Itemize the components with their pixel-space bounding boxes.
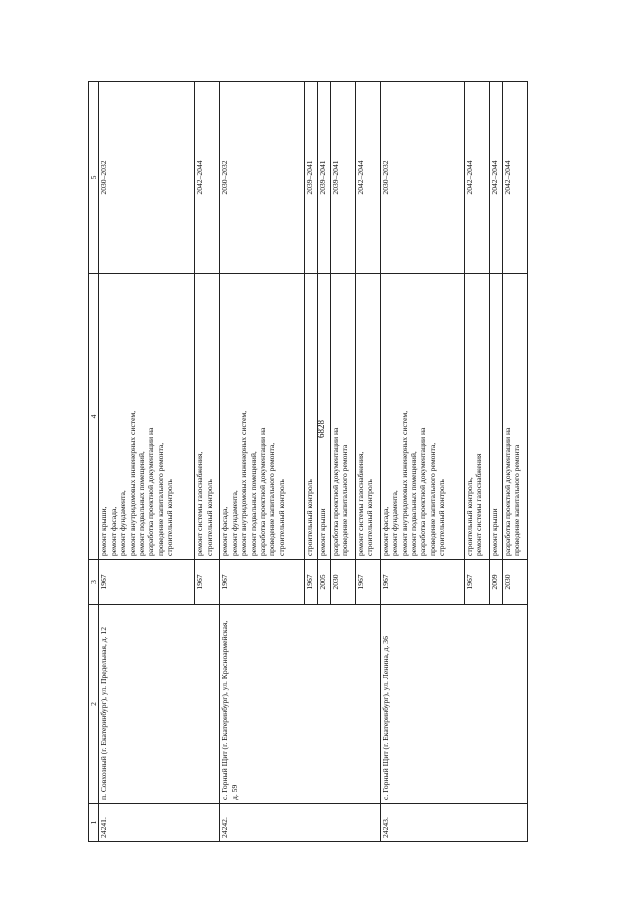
year-cell: 2030: [330, 560, 355, 605]
address-cell: с. Горный Щит (г. Екатеринбург), ул. Ленина, д. 36: [380, 605, 527, 804]
address-cell: п. Совхозный (г. Екатеринбург), ул. Предельная, д. 12: [99, 605, 220, 804]
work-line: ремонт подвальных помещений,: [248, 451, 258, 556]
header-col-1: 1: [89, 804, 99, 842]
header-col-2: 2: [89, 605, 99, 804]
work-line: ремонт фундамента,: [118, 490, 128, 556]
year-cell: 1967: [304, 560, 317, 605]
header-col-4: 4: [89, 274, 99, 560]
works-cell: [99, 274, 195, 560]
work-line: ремонт системы газоснабжения,: [195, 451, 205, 556]
period-cell: 2042–2044: [464, 82, 489, 274]
address-cell: [220, 605, 380, 804]
works-cell: [317, 274, 330, 560]
table-row: [380, 82, 464, 842]
page-number: 6828: [316, 420, 326, 438]
work-line: разработка проектной документации на: [502, 427, 512, 556]
work-line: ремонт фундамента,: [229, 490, 239, 556]
works-cell: [330, 274, 355, 560]
work-line: ремонт фасада,: [380, 506, 390, 556]
work-line: строительный контроль: [165, 479, 175, 556]
work-line: строительный контроль: [437, 479, 447, 556]
header-row: [89, 82, 99, 842]
work-line: проведение капитального ремонта: [340, 444, 350, 556]
work-line: разработка проектной документации на: [418, 427, 428, 556]
year-cell: 1967: [380, 560, 464, 605]
works-cell: [304, 274, 317, 560]
year-cell: 1967: [464, 560, 489, 605]
year-cell: 2030: [502, 560, 527, 605]
work-line: проведение капитального ремонта,: [267, 442, 277, 556]
table-row: [220, 82, 304, 842]
works-cell: [380, 274, 464, 560]
work-line: разработка проектной документации на: [258, 427, 268, 556]
work-line: ремонт фундамента,: [390, 490, 400, 556]
period-cell: 2042–2044: [502, 82, 527, 274]
rotated-table-container: [88, 82, 528, 842]
work-line: ремонт крыши: [317, 508, 327, 556]
capital-repair-table: [88, 81, 528, 842]
table-row: [99, 82, 195, 842]
work-line: строительный контроль,: [464, 477, 474, 556]
work-line: ремонт системы газоснабжения,: [355, 451, 365, 556]
row-number: 24241.: [99, 804, 220, 842]
period-cell: 2039–2041: [317, 82, 330, 274]
address-line: с. Горный Щит (г. Екатеринбург), ул. Красноармейская,: [220, 620, 230, 800]
work-line: ремонт внутридомовых инженерных систем,: [399, 410, 409, 556]
work-line: ремонт внутридомовых инженерных систем,: [239, 410, 249, 556]
work-line: ремонт крыши: [489, 508, 499, 556]
header-col-5: 5: [89, 82, 99, 274]
period-cell: 2042–2044: [355, 82, 380, 274]
address-line: д. 59: [229, 784, 239, 800]
year-cell: 1967: [355, 560, 380, 605]
period-cell: 2030–2032: [380, 82, 464, 274]
period-cell: 2039–2041: [304, 82, 317, 274]
header-col-3: 3: [89, 560, 99, 605]
work-line: проведение капитального ремонта: [512, 444, 522, 556]
work-line: ремонт подвальных помещений,: [408, 451, 418, 556]
work-line: проведение капитального ремонта,: [155, 442, 165, 556]
work-line: ремонт фасада,: [220, 506, 230, 556]
works-cell: [195, 274, 220, 560]
period-cell: 2030–2032: [220, 82, 304, 274]
work-line: ремонт фасада,: [108, 506, 118, 556]
year-cell: 2009: [489, 560, 502, 605]
year-cell: 1967: [195, 560, 220, 605]
work-line: проведение капитального ремонта,: [427, 442, 437, 556]
work-line: ремонт подвальных помещений,: [137, 451, 147, 556]
work-line: строительный контроль: [204, 479, 214, 556]
year-cell: 1967: [99, 560, 195, 605]
work-line: разработка проектной документации на: [330, 427, 340, 556]
period-cell: 2030–2032: [99, 82, 195, 274]
row-number: 24243.: [380, 804, 527, 842]
works-cell: [220, 274, 304, 560]
work-line: ремонт крыши,: [99, 506, 109, 556]
work-line: ремонт внутридомовых инженерных систем,: [127, 410, 137, 556]
work-line: разработка проектной документации на: [146, 427, 156, 556]
work-line: ремонт системы газоснабжения: [474, 453, 484, 556]
work-line: строительный контроль: [365, 479, 375, 556]
work-line: строительный контроль: [304, 479, 314, 556]
period-cell: 2042–2044: [489, 82, 502, 274]
work-line: строительный контроль: [276, 479, 286, 556]
year-cell: 2005: [317, 560, 330, 605]
works-cell: [464, 274, 489, 560]
period-cell: 2042–2044: [195, 82, 220, 274]
works-cell: [489, 274, 502, 560]
works-cell: [502, 274, 527, 560]
works-cell: [355, 274, 380, 560]
year-cell: 1967: [220, 560, 304, 605]
period-cell: 2039–2041: [330, 82, 355, 274]
row-number: 24242.: [220, 804, 380, 842]
